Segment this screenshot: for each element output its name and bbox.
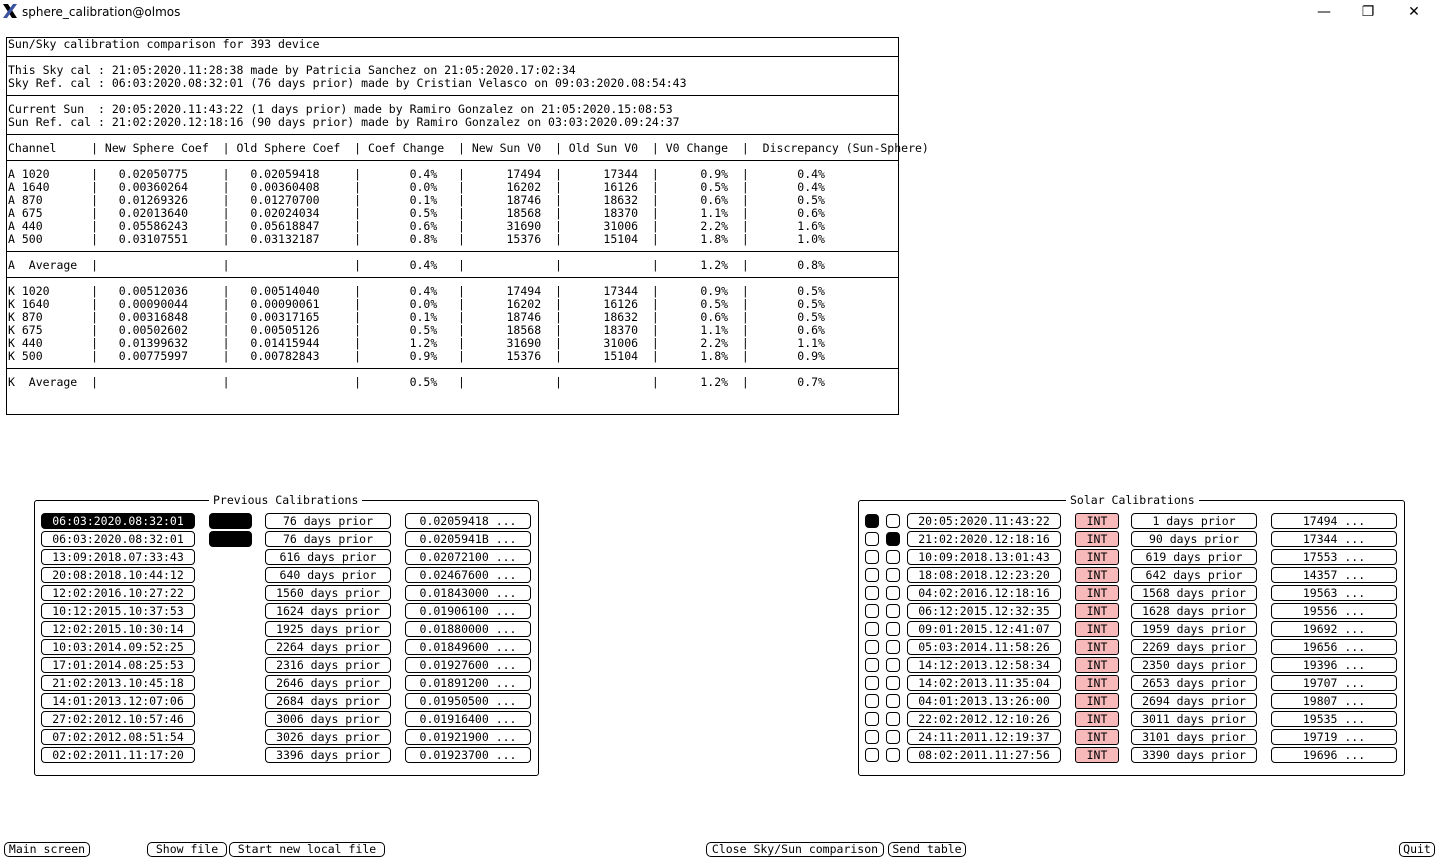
int-tag[interactable]: INT: [1075, 675, 1119, 691]
prev-cal-coef[interactable]: 0.01916400 ...: [405, 711, 531, 727]
title-bar: [0, 0, 1439, 24]
reference-sun-radio[interactable]: [886, 622, 900, 636]
reference-sun-radio[interactable]: [886, 568, 900, 582]
reference-sun-radio[interactable]: [886, 676, 900, 690]
solar-cal-date[interactable]: 08:02:2011.11:27:56: [907, 747, 1061, 763]
solar-cal-date[interactable]: 10:09:2018.13:01:43: [907, 549, 1061, 565]
solar-cal-v0[interactable]: 19807 ...: [1271, 693, 1397, 709]
solar-cal-days-prior[interactable]: 1 days prior: [1131, 513, 1257, 529]
current-sun-radio[interactable]: [865, 622, 879, 636]
current-sun-radio[interactable]: [865, 604, 879, 618]
solar-cal-days-prior[interactable]: 2350 days prior: [1131, 657, 1257, 673]
int-tag[interactable]: INT: [1075, 657, 1119, 673]
prev-cal-coef[interactable]: 0.01950500 ...: [405, 693, 531, 709]
report-divider: [7, 56, 898, 57]
start-new-local-file-button[interactable]: Start new local file: [229, 842, 385, 857]
average-row: K Average | | | 0.5% | | | 1.2% | 0.7%: [8, 375, 825, 389]
table-row: K 870 | 0.00316848 | 0.00317165 | 0.1% | 18746 | 18632 | 0.6% | 0.5%: [8, 310, 825, 324]
group-title: Previous Calibrations: [209, 493, 362, 507]
report-divider: [7, 277, 898, 278]
prev-cal-date[interactable]: 10:12:2015.10:37:53: [41, 603, 195, 619]
prev-cal-date[interactable]: 12:02:2016.10:27:22: [41, 585, 195, 601]
solar-cal-v0[interactable]: 19707 ...: [1271, 675, 1397, 691]
solar-cal-v0[interactable]: 19696 ...: [1271, 747, 1397, 763]
int-tag[interactable]: INT: [1075, 621, 1119, 637]
prev-cal-marker: [209, 531, 252, 547]
solar-cal-days-prior[interactable]: 619 days prior: [1131, 549, 1257, 565]
report-heading: Sun/Sky calibration comparison for 393 device: [8, 37, 320, 51]
prev-cal-coef[interactable]: 0.0205941B ...: [405, 531, 531, 547]
int-tag[interactable]: INT: [1075, 549, 1119, 565]
solar-cal-v0[interactable]: 19535 ...: [1271, 711, 1397, 727]
solar-cal-date[interactable]: 14:02:2013.11:35:04: [907, 675, 1061, 691]
prev-cal-date[interactable]: 06:03:2020.08:32:01: [41, 513, 195, 529]
prev-cal-date[interactable]: 06:03:2020.08:32:01: [41, 531, 195, 547]
solar-cal-days-prior[interactable]: 642 days prior: [1131, 567, 1257, 583]
reference-sun-radio[interactable]: [886, 586, 900, 600]
prev-cal-days-prior[interactable]: 76 days prior: [265, 513, 391, 529]
reference-sun-radio[interactable]: [886, 694, 900, 708]
close-comparison-button[interactable]: Close Sky/Sun comparison: [706, 842, 884, 857]
close-window-button[interactable]: [1394, 2, 1434, 22]
current-sun-radio[interactable]: [865, 568, 879, 582]
prev-cal-coef[interactable]: 0.01921900 ...: [405, 729, 531, 745]
prev-cal-date[interactable]: 02:02:2011.11:17:20: [41, 747, 195, 763]
current-sun-radio[interactable]: [865, 730, 879, 744]
solar-cal-date[interactable]: 04:02:2016.12:18:16: [907, 585, 1061, 601]
sky-ref-line: Sky Ref. cal : 06:03:2020.08:32:01 (76 days prior) made by Cristian Velasco on 09:03:2020.08:54:43: [8, 76, 687, 90]
prev-cal-date[interactable]: 10:03:2014.09:52:25: [41, 639, 195, 655]
report-divider: [7, 95, 898, 96]
show-file-button[interactable]: Show file: [147, 842, 227, 857]
prev-cal-date[interactable]: 13:09:2018.07:33:43: [41, 549, 195, 565]
table-row: K 440 | 0.01399632 | 0.01415944 | 1.2% | 31690 | 31006 | 2.2% | 1.1%: [8, 336, 825, 350]
current-sun-radio[interactable]: [865, 532, 879, 546]
int-tag[interactable]: INT: [1075, 603, 1119, 619]
prev-cal-marker: [209, 513, 252, 529]
int-tag[interactable]: INT: [1075, 639, 1119, 655]
solar-cal-date[interactable]: 05:03:2014.11:58:26: [907, 639, 1061, 655]
quit-button[interactable]: Quit: [1399, 842, 1435, 857]
current-sun-radio[interactable]: [865, 676, 879, 690]
prev-cal-date[interactable]: 12:02:2015.10:30:14: [41, 621, 195, 637]
sun-cal-line: Current Sun : 20:05:2020.11:43:22 (1 days prior) made by Ramiro Gonzalez on 21:05:2020.15:08:53: [8, 102, 673, 116]
prev-cal-coef[interactable]: 0.01891200 ...: [405, 675, 531, 691]
solar-cal-v0[interactable]: 19556 ...: [1271, 603, 1397, 619]
prev-cal-days-prior[interactable]: 1925 days prior: [265, 621, 391, 637]
solar-cal-v0[interactable]: 17553 ...: [1271, 549, 1397, 565]
prev-cal-coef[interactable]: 0.01843000 ...: [405, 585, 531, 601]
x-app-icon: [2, 3, 18, 19]
solar-cal-date[interactable]: 18:08:2018.12:23:20: [907, 567, 1061, 583]
prev-cal-days-prior[interactable]: 2684 days prior: [265, 693, 391, 709]
solar-cal-days-prior[interactable]: 2694 days prior: [1131, 693, 1257, 709]
prev-cal-coef[interactable]: 0.01849600 ...: [405, 639, 531, 655]
current-sun-radio[interactable]: [865, 514, 879, 528]
prev-cal-days-prior[interactable]: 3026 days prior: [265, 729, 391, 745]
prev-cal-days-prior[interactable]: 3396 days prior: [265, 747, 391, 763]
reference-sun-radio[interactable]: [886, 748, 900, 762]
table-row: A 500 | 0.03107551 | 0.03132187 | 0.8% | 15376 | 15104 | 1.8% | 1.0%: [8, 232, 825, 246]
current-sun-radio[interactable]: [865, 694, 879, 708]
prev-cal-days-prior[interactable]: 2264 days prior: [265, 639, 391, 655]
reference-sun-radio[interactable]: [886, 640, 900, 654]
solar-cal-v0[interactable]: 17494 ...: [1271, 513, 1397, 529]
prev-cal-coef[interactable]: 0.02059418 ...: [405, 513, 531, 529]
solar-cal-days-prior[interactable]: 2653 days prior: [1131, 675, 1257, 691]
solar-cal-days-prior[interactable]: 3011 days prior: [1131, 711, 1257, 727]
restore-icon: ❐: [1361, 4, 1375, 20]
solar-cal-date[interactable]: 24:11:2011.12:19:37: [907, 729, 1061, 745]
reference-sun-radio[interactable]: [886, 532, 900, 546]
current-sun-radio[interactable]: [865, 586, 879, 600]
solar-cal-days-prior[interactable]: 3390 days prior: [1131, 747, 1257, 763]
reference-sun-radio[interactable]: [886, 730, 900, 744]
restore-button[interactable]: [1348, 2, 1388, 22]
sun-ref-line: Sun Ref. cal : 21:02:2020.12:18:16 (90 days prior) made by Ramiro Gonzalez on 03:03:2020.09:24:37: [8, 115, 680, 129]
int-tag[interactable]: INT: [1075, 513, 1119, 529]
int-tag[interactable]: INT: [1075, 531, 1119, 547]
prev-cal-days-prior[interactable]: 3006 days prior: [265, 711, 391, 727]
solar-cal-days-prior[interactable]: 1628 days prior: [1131, 603, 1257, 619]
comparison-report: [6, 37, 929, 415]
prev-cal-coef[interactable]: 0.02467600 ...: [405, 567, 531, 583]
solar-cal-date[interactable]: 09:01:2015.12:41:07: [907, 621, 1061, 637]
prev-cal-days-prior[interactable]: 2316 days prior: [265, 657, 391, 673]
send-table-button[interactable]: Send table: [888, 842, 966, 857]
solar-cal-date[interactable]: 22:02:2012.12:10:26: [907, 711, 1061, 727]
table-header: Channel | New Sphere Coef | Old Sphere Coef | Coef Change | New Sun V0 | Old Sun V0 | V0 Change | Discrepancy (Sun-Sphere): [8, 141, 929, 155]
solar-cal-days-prior[interactable]: 3101 days prior: [1131, 729, 1257, 745]
solar-cal-date[interactable]: 21:02:2020.12:18:16: [907, 531, 1061, 547]
solar-cal-v0[interactable]: 14357 ...: [1271, 567, 1397, 583]
reference-sun-radio[interactable]: [886, 658, 900, 672]
int-tag[interactable]: INT: [1075, 567, 1119, 583]
report-divider: [7, 160, 898, 161]
solar-cal-date[interactable]: 06:12:2015.12:32:35: [907, 603, 1061, 619]
prev-cal-coef[interactable]: 0.01906100 ...: [405, 603, 531, 619]
reference-sun-radio[interactable]: [886, 604, 900, 618]
solar-cal-v0[interactable]: 17344 ...: [1271, 531, 1397, 547]
reference-sun-radio[interactable]: [886, 712, 900, 726]
current-sun-radio[interactable]: [865, 550, 879, 564]
solar-cal-v0[interactable]: 19396 ...: [1271, 657, 1397, 673]
prev-cal-coef[interactable]: 0.01880000 ...: [405, 621, 531, 637]
prev-cal-coef[interactable]: 0.01923700 ...: [405, 747, 531, 763]
solar-cal-date[interactable]: 14:12:2013.12:58:34: [907, 657, 1061, 673]
minimize-icon: —: [1317, 4, 1331, 20]
prev-cal-days-prior[interactable]: 76 days prior: [265, 531, 391, 547]
minimize-button[interactable]: [1304, 2, 1344, 22]
prev-cal-days-prior[interactable]: 616 days prior: [265, 549, 391, 565]
reference-sun-radio[interactable]: [886, 514, 900, 528]
close-icon: ✕: [1408, 4, 1420, 20]
report-divider: [7, 368, 898, 369]
prev-cal-days-prior[interactable]: 2646 days prior: [265, 675, 391, 691]
report-divider: [7, 251, 898, 252]
current-sun-radio[interactable]: [865, 658, 879, 672]
reference-sun-radio[interactable]: [886, 550, 900, 564]
solar-cal-v0[interactable]: 19692 ...: [1271, 621, 1397, 637]
int-tag[interactable]: INT: [1075, 693, 1119, 709]
int-tag[interactable]: INT: [1075, 585, 1119, 601]
current-sun-radio[interactable]: [865, 640, 879, 654]
solar-cal-days-prior[interactable]: 2269 days prior: [1131, 639, 1257, 655]
sky-cal-line: This Sky cal : 21:05:2020.11:28:38 made by Patricia Sanchez on 21:05:2020.17:02:34: [8, 63, 576, 77]
prev-cal-coef[interactable]: 0.01927600 ...: [405, 657, 531, 673]
solar-cal-date[interactable]: 20:05:2020.11:43:22: [907, 513, 1061, 529]
solar-cal-days-prior[interactable]: 1959 days prior: [1131, 621, 1257, 637]
table-row: K 500 | 0.00775997 | 0.00782843 | 0.9% | 15376 | 15104 | 1.8% | 0.9%: [8, 349, 825, 363]
table-row: K 675 | 0.00502602 | 0.00505126 | 0.5% | 18568 | 18370 | 1.1% | 0.6%: [8, 323, 825, 337]
report-divider: [7, 134, 898, 135]
table-row: A 1020 | 0.02050775 | 0.02059418 | 0.4% | 17494 | 17344 | 0.9% | 0.4%: [8, 167, 825, 181]
solar-cal-v0[interactable]: 19563 ...: [1271, 585, 1397, 601]
prev-cal-days-prior[interactable]: 1624 days prior: [265, 603, 391, 619]
table-row: A 440 | 0.05586243 | 0.05618847 | 0.6% | 31690 | 31006 | 2.2% | 1.6%: [8, 219, 825, 233]
prev-cal-date[interactable]: 20:08:2018.10:44:12: [41, 567, 195, 583]
table-row: A 675 | 0.02013640 | 0.02024034 | 0.5% | 18568 | 18370 | 1.1% | 0.6%: [8, 206, 825, 220]
current-sun-radio[interactable]: [865, 712, 879, 726]
prev-cal-date[interactable]: 14:01:2013.12:07:06: [41, 693, 195, 709]
int-tag[interactable]: INT: [1075, 747, 1119, 763]
prev-cal-days-prior[interactable]: 1560 days prior: [265, 585, 391, 601]
solar-cal-days-prior[interactable]: 90 days prior: [1131, 531, 1257, 547]
table-row: K 1020 | 0.00512036 | 0.00514040 | 0.4% | 17494 | 17344 | 0.9% | 0.5%: [8, 284, 825, 298]
table-row: K 1640 | 0.00090044 | 0.00090061 | 0.0% | 16202 | 16126 | 0.5% | 0.5%: [8, 297, 825, 311]
window-title: sphere_calibration@olmos: [22, 5, 181, 19]
prev-cal-date[interactable]: 07:02:2012.08:51:54: [41, 729, 195, 745]
prev-cal-date[interactable]: 21:02:2013.10:45:18: [41, 675, 195, 691]
solar-cal-v0[interactable]: 19719 ...: [1271, 729, 1397, 745]
solar-cal-date[interactable]: 04:01:2013.13:26:00: [907, 693, 1061, 709]
current-sun-radio[interactable]: [865, 748, 879, 762]
prev-cal-coef[interactable]: 0.02072100 ...: [405, 549, 531, 565]
average-row: A Average | | | 0.4% | | | 1.2% | 0.8%: [8, 258, 825, 272]
prev-cal-days-prior[interactable]: 640 days prior: [265, 567, 391, 583]
prev-cal-date[interactable]: 17:01:2014.08:25:53: [41, 657, 195, 673]
table-row: A 870 | 0.01269326 | 0.01270700 | 0.1% | 18746 | 18632 | 0.6% | 0.5%: [8, 193, 825, 207]
solar-cal-days-prior[interactable]: 1568 days prior: [1131, 585, 1257, 601]
int-tag[interactable]: INT: [1075, 729, 1119, 745]
main-screen-button[interactable]: Main screen: [4, 842, 90, 857]
solar-cal-v0[interactable]: 19656 ...: [1271, 639, 1397, 655]
prev-cal-date[interactable]: 27:02:2012.10:57:46: [41, 711, 195, 727]
group-title: Solar Calibrations: [1066, 493, 1199, 507]
table-row: A 1640 | 0.00360264 | 0.00360408 | 0.0% | 16202 | 16126 | 0.5% | 0.4%: [8, 180, 825, 194]
int-tag[interactable]: INT: [1075, 711, 1119, 727]
